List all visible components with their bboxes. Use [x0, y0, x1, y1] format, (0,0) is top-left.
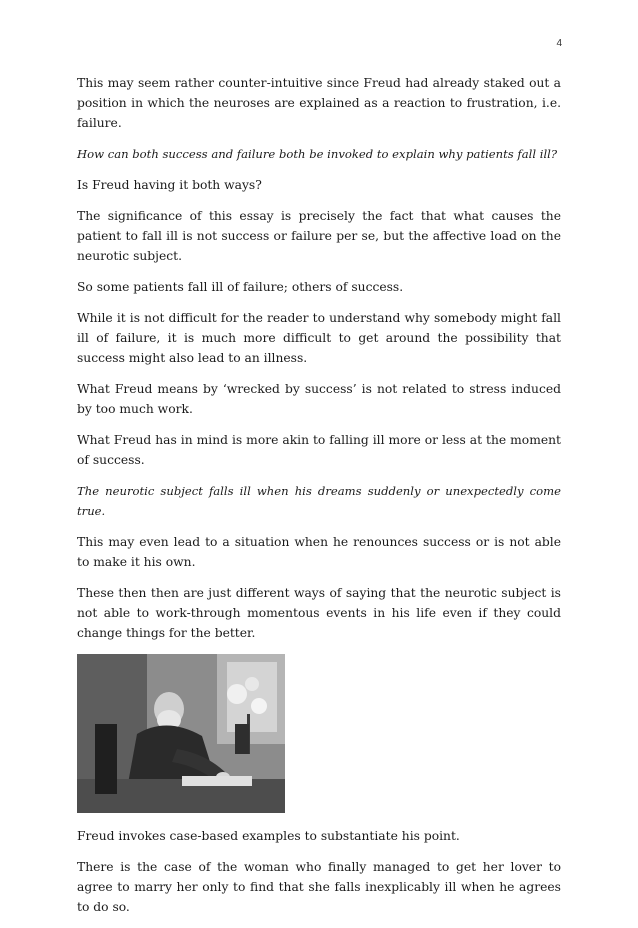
- paragraph: Is Freud having it both ways?: [77, 178, 262, 192]
- italic-question: How can both success and failure both be invoked to explain why patients fall ill?: [77, 147, 558, 161]
- paragraph: There is the case of the woman who finally managed to get her lover to agree to marry her only to find that she falls inexplicably ill when he agrees to do so.: [77, 860, 561, 914]
- italic-statement: The neurotic subject falls ill when his dreams suddenly or unexpectedly come true.: [77, 484, 561, 518]
- photo-illustration: [77, 654, 285, 813]
- paragraph: This may seem rather counter-intuitive since Freud had already staked out a position in which the neuroses are explained as a reaction to frustration, i.e. failure.: [77, 76, 561, 130]
- paragraph: Freud invokes case-based examples to substantiate his point.: [77, 829, 460, 843]
- paragraph: What Freud has in mind is more akin to falling ill more or less at the moment of success.: [77, 433, 561, 467]
- freud-at-desk-photo: [77, 654, 285, 813]
- paragraph: This may even lead to a situation when he renounces success or is not able to make it his own.: [77, 535, 561, 569]
- document-body: [77, 73, 561, 928]
- paragraph: So some patients fall ill of failure; others of success.: [77, 280, 404, 294]
- paragraph: What Freud means by ‘wrecked by success’ is not related to stress induced by too much work.: [77, 382, 561, 416]
- paragraph: The significance of this essay is precisely the fact that what causes the patient to fall ill is not success or failure per se, but the affective load on the neurotic subject.: [77, 209, 561, 263]
- paragraph: While it is not difficult for the reader to understand why somebody might fall ill of failure, it is much more difficult to get around the possibility that success might also lead to an illness.: [77, 311, 561, 365]
- paragraph: These then then are just different ways of saying that the neurotic subject is not able to work-through momentous events in his life even if they could change things for the better.: [77, 586, 561, 640]
- page-number: 4: [556, 38, 562, 49]
